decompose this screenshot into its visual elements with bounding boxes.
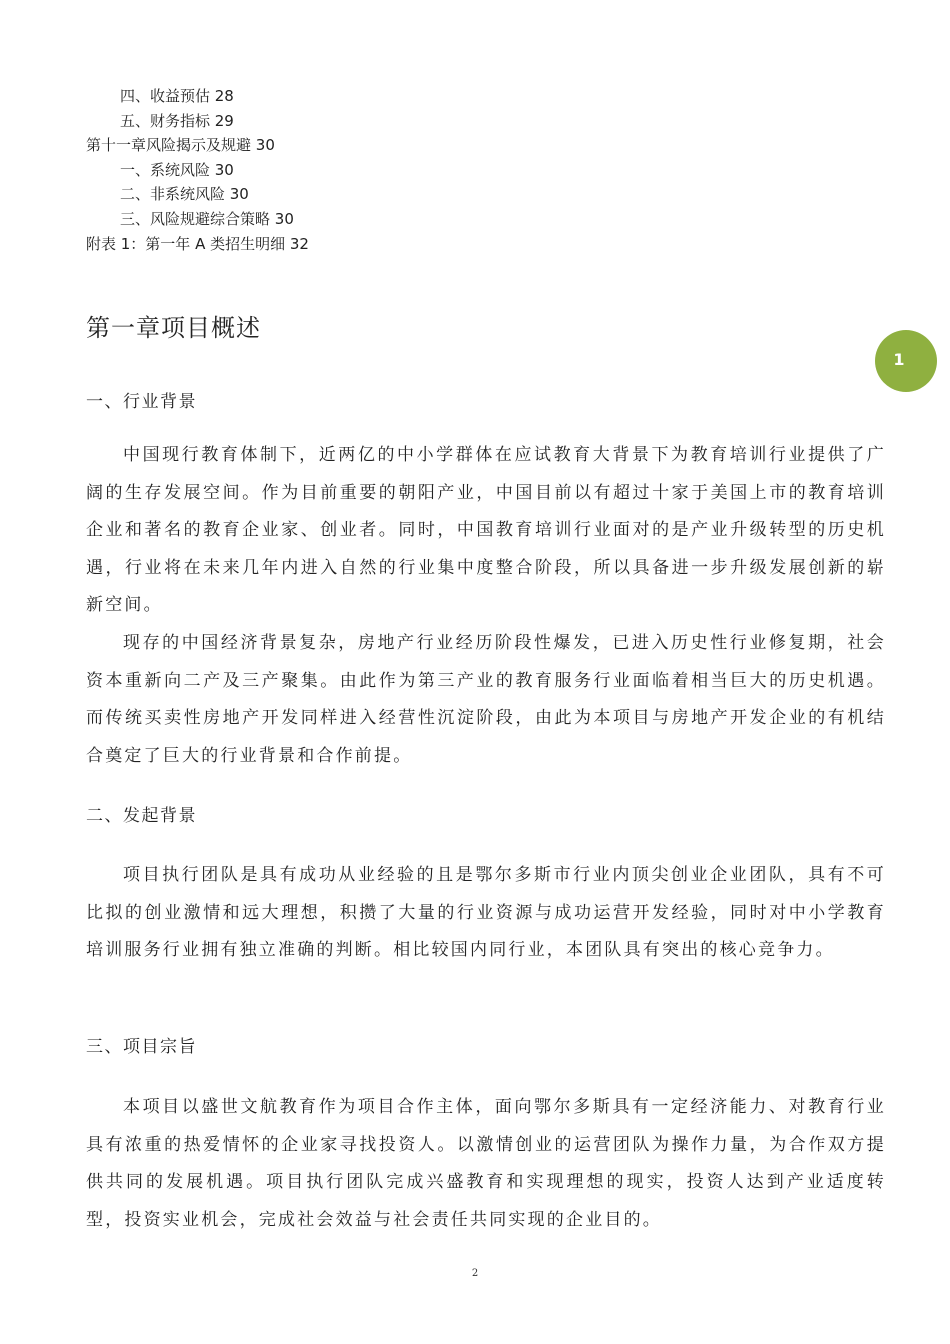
toc-item[interactable]: 二、非系统风险 30	[120, 185, 249, 204]
chapter-title: 第一章项目概述	[86, 314, 261, 342]
paragraph: 项目执行团队是具有成功从业经验的且是鄂尔多斯市行业内顶尖创业企业团队，具有不可比拟的创业激情和远大理想，积攒了大量的行业资源与成功运营开发经验，同时对中小学教育培训服务行业拥有独立准确的判断。相比较国内同行业，本团队具有突出的核心竞争力。	[86, 865, 886, 960]
toc-item[interactable]: 一、系统风险 30	[120, 160, 234, 179]
toc-item[interactable]: 四、收益预估 28	[120, 87, 234, 105]
chapter-number-badge: 1	[875, 330, 937, 392]
paragraph: 现存的中国经济背景复杂，房地产行业经历阶段性爆发，已进入历史性行业修复期，社会资本重新向二产及三产聚集。由此作为第三产业的教育服务行业面临着相当巨大的历史机遇。而传统买卖性房地产开发同样进入经营性沉淀阶段，由此为本项目与房地产开发企业的有机结合奠定了巨大的行业背景和合作前提。	[86, 633, 886, 766]
paragraph: 中国现行教育体制下，近两亿的中小学群体在应试教育大背景下为教育培训行业提供了广阔的生存发展空间。作为目前重要的朝阳产业，中国目前以有超过十家于美国上市的教育培训企业和著名的教育企业家、创业者。同时，中国教育培训行业面对的是产业升级转型的历史机遇，行业将在未来几年内进入自然的行业集中度整合阶段，所以具备进一步升级发展创新的崭新空间。	[86, 445, 886, 615]
page-number: 2	[471, 1268, 479, 1279]
toc-item[interactable]: 第十一章风险揭示及规避 30	[86, 136, 275, 155]
section-heading-project-purpose: 三、项目宗旨	[86, 1037, 197, 1057]
section-heading-initiation-background: 二、发起背景	[86, 806, 197, 826]
toc-item[interactable]: 三、风险规避综合策略 30	[120, 209, 294, 228]
paragraph: 本项目以盛世文航教育作为项目合作主体，面向鄂尔多斯具有一定经济能力、对教育行业具有浓重的热爱情怀的企业家寻找投资人。以激情创业的运营团队为操作力量，为合作双方提供共同的发展机遇。项目执行团队完成兴盛教育和实现理想的现实，投资人达到产业适度转型，投资实业机会，完成社会效益与社会责任共同实现的企业目的。	[86, 1097, 886, 1230]
toc-item[interactable]: 五、财务指标 29	[120, 111, 234, 130]
toc-item[interactable]: 附表 1：第一年 A 类招生明细 32	[86, 234, 309, 253]
section-heading-industry-background: 一、行业背景	[86, 392, 197, 412]
table-of-contents	[86, 84, 309, 256]
